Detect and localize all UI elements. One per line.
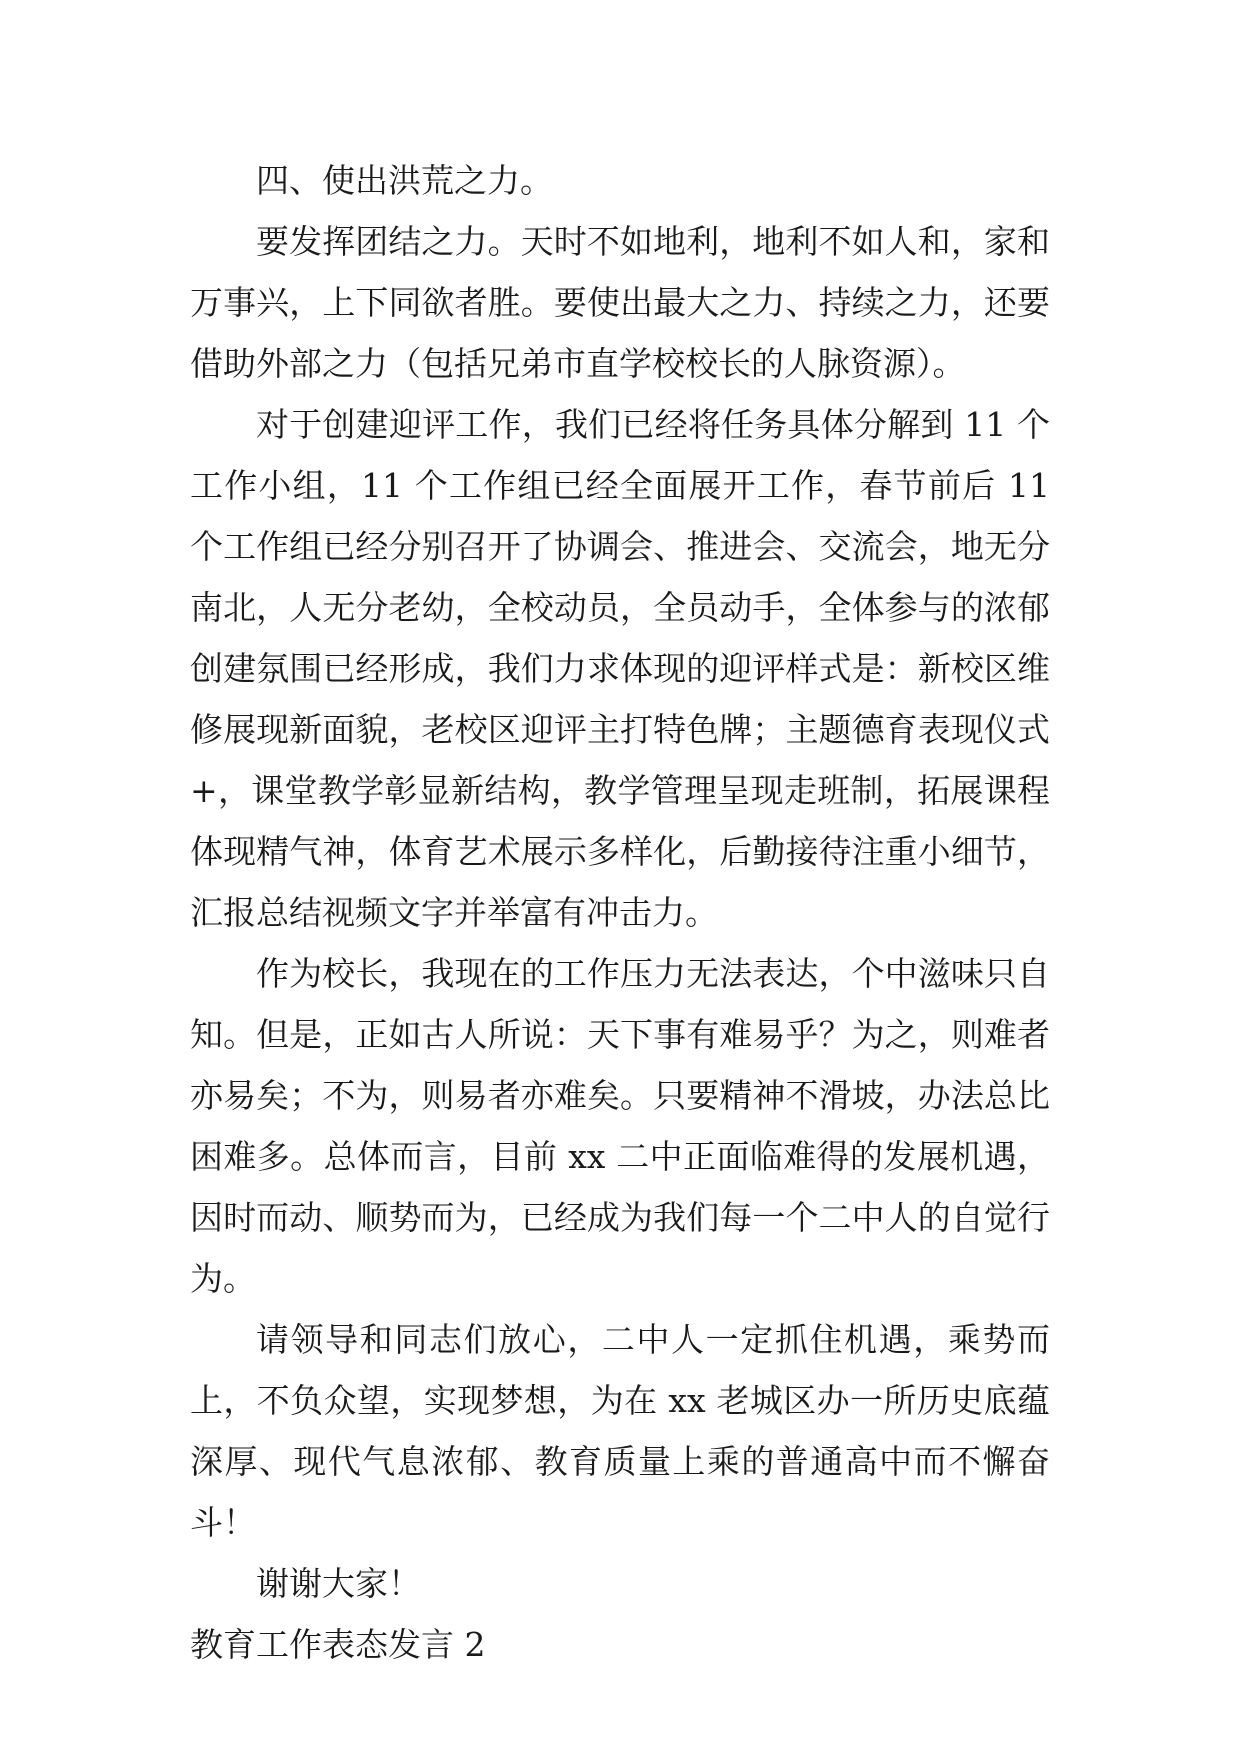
paragraph-thanks: 谢谢大家！ — [256, 1564, 421, 1603]
paragraph-evaluation-work: 对于创建迎评工作，我们已经将任务具体分解到 11 个工作小组，11 个工作组已经全面展开工作，春节前后 11 个工作组已经分别召开了协调会、推进会、交流会，地无分南北，人无分老幼，全校动员，全员动手，全体参与的浓郁创建氛围已经形成，我们力求体现的迎评样式是：新校区维修展现新面貌，老校区迎评主打特色牌；主题德育表现仪式+，课堂教学彰显新结构，教学管理呈现走班制，拓展课程体现精气神，体育艺术展示多样化，后勤接待注重小细节，汇报总结视频文字并举富有冲击力。 — [190, 405, 1050, 932]
paragraph-unity-strength: 要发挥团结之力。天时不如地利，地利不如人和，家和万事兴，上下同欲者胜。要使出最大之力、持续之力，还要借助外部之力（包括兄弟市直学校校长的人脉资源）。 — [190, 222, 1050, 383]
document-body — [190, 150, 1050, 1675]
paragraph-commitment: 请领导和同志们放心，二中人一定抓住机遇，乘势而上，不负众望，实现梦想，为在 xx 老城区办一所历史底蕴深厚、现代气息浓郁、教育质量上乘的普通高中而不懈奋斗！ — [190, 1320, 1050, 1542]
section-title: 教育工作表态发言 2 — [190, 1625, 486, 1664]
paragraph-section-four-heading: 四、使出洪荒之力。 — [256, 161, 553, 200]
paragraph-principal-pressure: 作为校长，我现在的工作压力无法表达，个中滋味只自知。但是，正如古人所说：天下事有难易乎？为之，则难者亦易矣；不为，则易者亦难矣。只要精神不滑坡，办法总比困难多。总体而言，目前 xx 二中正面临难得的发展机遇，因时而动、顺势而为，已经成为我们每一个二中人的自觉行为。 — [190, 954, 1050, 1298]
